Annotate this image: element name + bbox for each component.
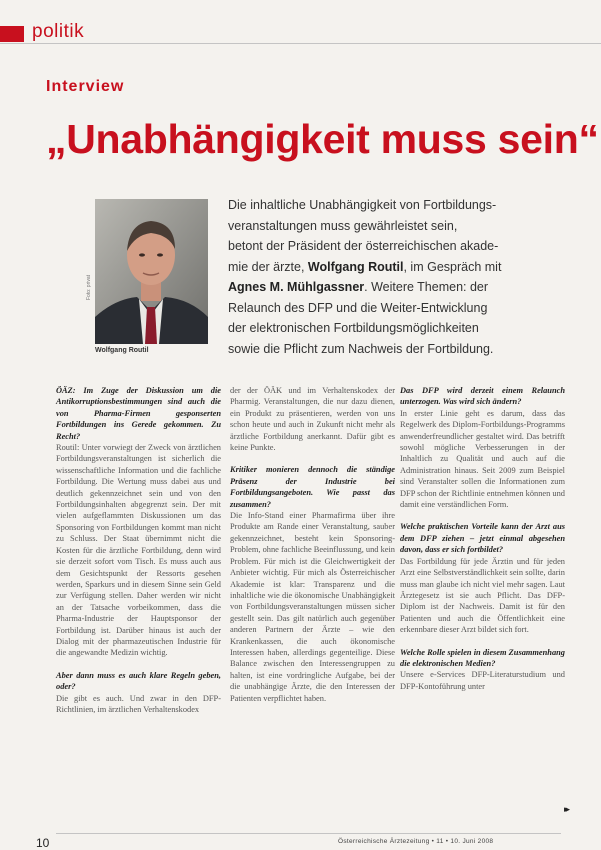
interview-question: ÖÄZ: Im Zuge der Diskussion um die Antikorruptionsbestimmungen sind auch die von Pharma-Firmen gesponserten Fortbildungen ins Gerede gekommen. Zu Recht? xyxy=(56,386,221,441)
interview-answer: Die gibt es auch. Und zwar in den DFP-Richtlinien, im ärztlichen Verhaltenskodex xyxy=(56,693,221,714)
publication-info: Österreichische Ärztezeitung • 11 • 10. Juni 2008 xyxy=(338,838,494,845)
interview-answer: In erster Linie geht es darum, dass das Regelwerk des Diplom-Fortbildungs-Programms anwenderfreundlicher gestaltet wird. Das betrifft sowohl mögliche Verbesserungen in der Inhaltlich zu Qualität und auch auf die Administration hinaus. Seit 2009 zum Beispiel sind Veranstalter sollen die Informationen zum DFP schon der Richtlinie entnehmen können und damit eine verständlichen Form. xyxy=(400,408,565,510)
intro-line: der elektronischen Fortbildungsmöglichkeiten xyxy=(228,321,479,335)
interview-answer: Routil: Unter vorwiegt der Zweck von ärztlichen Fortbildungsveranstaltungen ist sicherlich die wissenschaftliche Information und die fachliche Fortbildung. Die Wertung muss dabei aus und deutlich gekennzeichnet sein und von den Fortbildungsinhalten abgegrenzt sein. Der mit vielen aufgeflammten Diskussionen um das Sponsoring von Fortbildungen kommt man nicht zu Schluss. Der Staat übernimmt nicht die Kosten für die ärztliche Fortbildung, denn wird sie derzeit sofort vom Tisch. Es muss auch aus dem Gesichtspunkt der Ressorts gesehen werden, Sparkurs und in diesem Sinne sein Geld zur Verfügung stellen. Daher werden wir nicht an der Tatsache vorbeikommen, dass die Pharma-Industrie der Hauptsponsor der Fortbildung ist. Darüber hinaus ist auch der Dialog mit der pharmazeutischen Industrie für die angewandte Medizin wichtig. xyxy=(56,443,221,658)
portrait-illustration xyxy=(95,199,208,344)
body-column-1 xyxy=(56,385,221,726)
photo-credit: Foto: privat xyxy=(86,274,92,300)
section-label: politik xyxy=(32,21,85,42)
interview-question: Aber dann muss es auch klare Regeln geben, oder? xyxy=(56,670,221,692)
photo-caption: Wolfgang Routil xyxy=(95,347,149,354)
header-divider xyxy=(0,43,601,44)
body-column-3 xyxy=(400,385,565,703)
interview-answer: Unsere e-Services DFP-Literaturstudium und DFP-Kontoführung unter xyxy=(400,670,565,691)
interviewee-name: Wolfgang Routil xyxy=(307,259,404,274)
intro-line: veranstaltungen muss gewährleistet sein, xyxy=(228,218,458,233)
article-headline: „Unabhängigkeit muss sein“ xyxy=(46,116,599,162)
page-number: 10 xyxy=(36,836,50,850)
article-intro xyxy=(228,195,528,359)
continue-arrow-icon: ▸▸ xyxy=(564,804,568,814)
interview-question: Kritiker monieren dennoch die ständige Präsenz der Industrie bei Fortbildungsangeboten. Wie passt das zusammen? xyxy=(230,465,395,509)
interview-answer: der der ÖÄK und im Verhaltenskodex der Pharmig. Veranstaltungen, die nur dazu dienen, ein Produkt zu präsentieren, werden von uns schon heute und auch in Zukunft nicht mehr als ärztliche Fortbildung anerkannt. Dafür gibt es keine Punkte. xyxy=(230,386,395,453)
intro-line: betont der Präsident der österreichischen akade- xyxy=(228,239,499,253)
footer-divider xyxy=(56,833,561,834)
interview-answer: Das Fortbildung für jede Ärztin und für jeden Arzt eine Selbstverständlichkeit sein sollte, darin muss man glaube ich nicht viel mehr sagen. Laut Ärztegesetz ist sie auch Pflicht. Das DFP-Diplom ist der Nachweis. Damit ist für den Patienten und auch die Öffentlichkeit eine erkennbare dieser Arzt bildet sich fort. xyxy=(400,556,565,635)
interview-question: Welche Rolle spielen in diesem Zusammenhang die elektronischen Medien? xyxy=(400,647,565,668)
intro-line: Agnes M. Mühlgassner. Weitere Themen: der xyxy=(228,280,489,294)
intro-line: Die inhaltliche Unabhängigkeit von Fortbildungs- xyxy=(228,198,497,212)
article-kicker: Interview xyxy=(46,78,125,95)
body-column-2 xyxy=(230,385,395,715)
interview-question: Das DFP wird derzeit einem Relaunch unterzogen. Was wird sich ändern? xyxy=(400,386,565,407)
intro-line: mie der ärzte, Wolfgang Routil, im Gespräch mit xyxy=(228,259,502,274)
intro-line: Relaunch des DFP und die Weiter-Entwicklung xyxy=(228,300,488,315)
portrait-photo xyxy=(95,199,208,344)
section-marker xyxy=(0,26,24,42)
interviewer-name: Agnes M. Mühlgassner xyxy=(228,280,365,294)
interview-answer: Die Info-Stand einer Pharmafirma über ihre Produkte am Rande einer Veranstaltung, sauber gekennzeichnet, besteht kein Sponsoring-Problem, ohne fachliche Beeinflussung, und kein Problem. Für mich ist die Gleichwertigkeit der Anbieter wichtig. Für mich als Österreichischer Akademie ist klar: Transparenz und die inhaltliche wie die ökonomische Unabhängigkeit von Fortbildungsveranstaltungen müssen sicher gestellt sein. Das gilt natürlich auch gegenüber anderen Partnern der Ärzte – wie den Krankenkassen, die auch ökonomische Interessen haben, allerdings gegenteilige. Diese Balance zwischen den Interessengruppen zu halten, ist eine vordringliche Aufgabe, bei der die unabhängige Ärzte, die den Interessen der Patienten verpflichtet haben. xyxy=(230,511,395,703)
interview-question: Welche praktischen Vorteile kann der Arzt aus dem DFP ziehen – jetzt einmal abgesehen davon, dass er sich fortbildet? xyxy=(400,522,565,555)
intro-line: sowie die Pflicht zum Nachweis der Fortbildung. xyxy=(228,341,494,356)
